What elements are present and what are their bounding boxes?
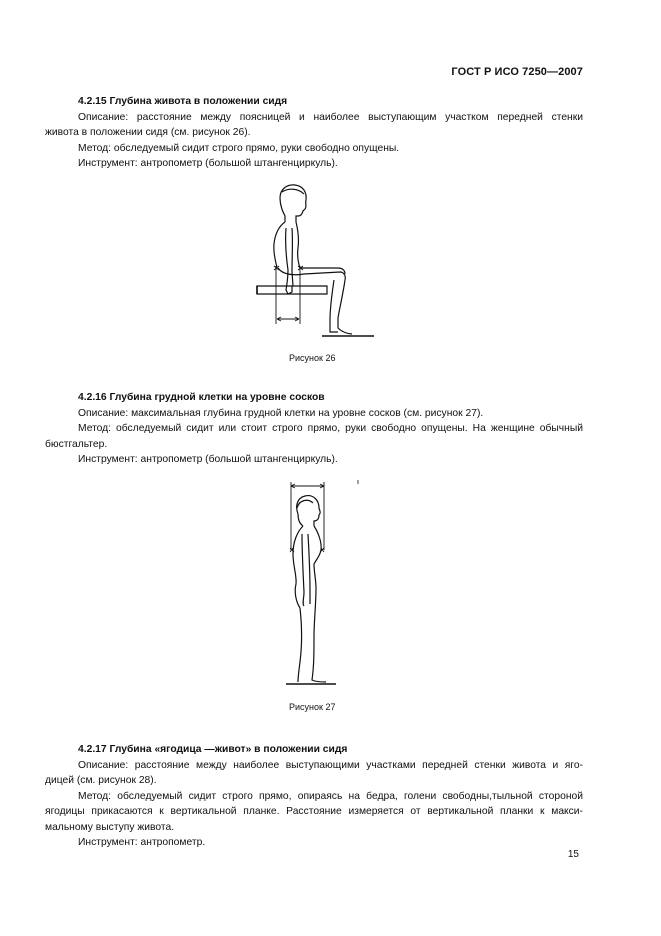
- page-number: 15: [567, 849, 579, 860]
- section-description: Описание: расстояние между наиболее выступающими участками передней стенки живота и яго-: [78, 759, 583, 771]
- section-method-cont-1: ягодицы прикасаются к вертикальной планке. Расстояние измеряется от вертикальной планки к макси-: [45, 806, 583, 817]
- section-method: Метод: обследуемый сидит или стоит строго прямо, руки свободно опущены. На женщине обычный: [78, 423, 583, 434]
- section-4-2-16: [45, 390, 583, 468]
- section-4-2-17: [45, 742, 583, 851]
- section-method-cont-2: мальному выступу живота.: [45, 821, 175, 833]
- section-4-2-15: [45, 94, 583, 172]
- section-description: Описание: максимальная глубина грудной клетки на уровне сосков (см. рисунок 27).: [78, 407, 484, 419]
- section-description-cont: дицей (см. рисунок 28).: [45, 775, 157, 786]
- section-title: 4.2.17 Глубина «ягодица —живот» в положении сидя: [78, 744, 348, 755]
- figure-27-caption: Рисунок 27: [289, 702, 336, 712]
- section-tool: Инструмент: антропометр (большой штангенциркуль).: [78, 454, 338, 465]
- section-description: Описание: расстояние между поясницей и наиболее выступающим участком передней стенки: [78, 111, 583, 123]
- section-description-cont: живота в положении сидя (см. рисунок 26).: [45, 127, 251, 138]
- document-header: ГОСТ Р ИСО 7250—2007: [451, 66, 583, 78]
- section-method: Метод: обследуемый сидит строго прямо, опираясь на бедра, голени свободны,тыльной стороной: [78, 790, 583, 802]
- section-tool: Инструмент: антропометр.: [78, 837, 206, 848]
- section-title: 4.2.15 Глубина живота в положении сидя: [78, 96, 288, 107]
- figure-26-seated-profile: [252, 182, 377, 344]
- figure-26-caption: Рисунок 26: [289, 353, 336, 363]
- section-tool: Инструмент: антропометр (большой штангенциркуль).: [78, 158, 338, 169]
- figure-27-standing-profile: [280, 476, 365, 688]
- section-title: 4.2.16 Глубина грудной клетки на уровне сосков: [78, 392, 325, 403]
- section-method: Метод: обследуемый сидит строго прямо, руки свободно опущены.: [78, 142, 400, 154]
- section-method-cont: бюстгальтер.: [45, 438, 108, 450]
